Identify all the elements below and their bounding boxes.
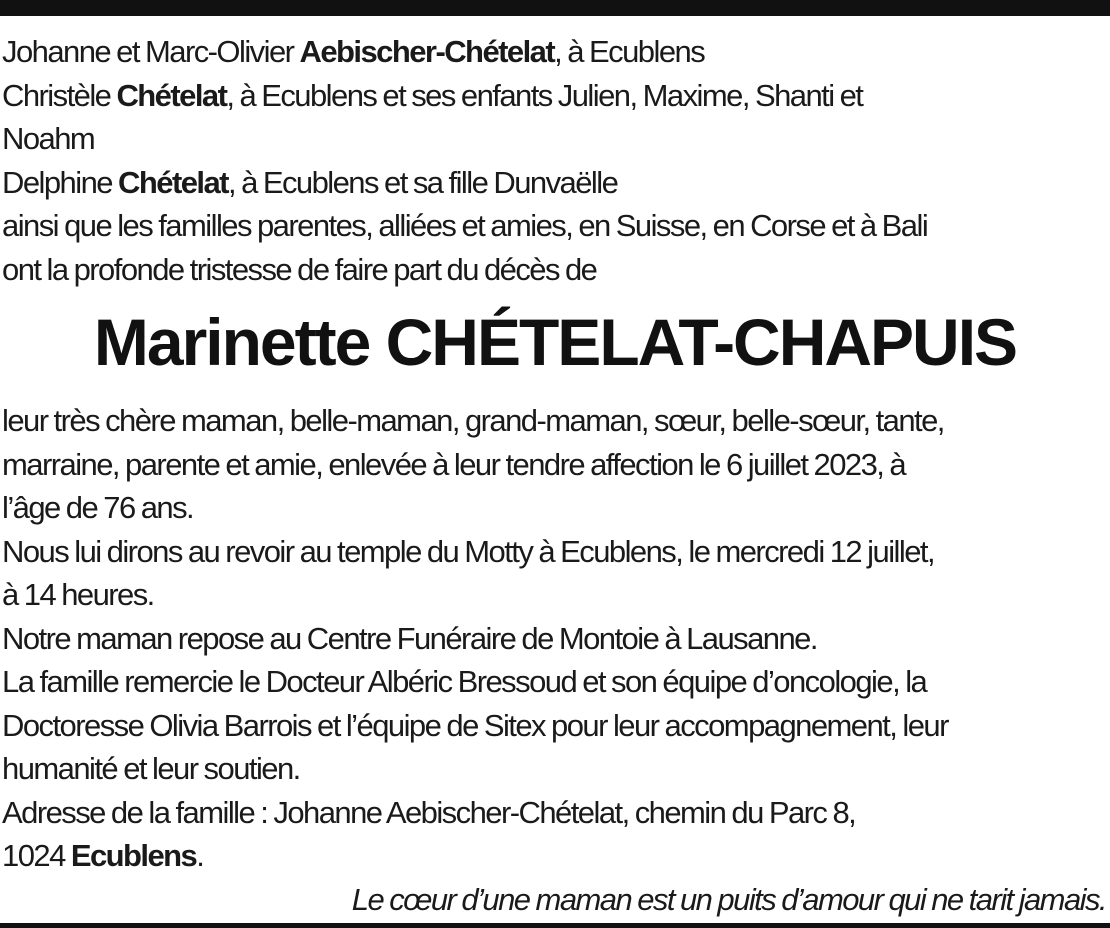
body-line: à 14 heures. [2, 577, 154, 612]
body-line: Notre maman repose au Centre Funéraire de Montoie à Lausanne. [2, 620, 817, 656]
body-line: l’âge de 76 ans. [2, 490, 194, 525]
family-address-line: Adresse de la famille : Johanne Aebischer-Chételat, chemin du Parc 8, [2, 794, 856, 830]
intro-line: ainsi que les familles parentes, alliées et amies, en Suisse, en Corse et à Bali [2, 208, 928, 243]
intro-line: Johanne et Marc-Olivier Aebischer-Chételat, à Ecublens [2, 34, 705, 69]
bottom-rule [0, 923, 1110, 928]
family-address-city: 1024 Ecublens. [2, 838, 204, 873]
obituary-notice [2, 30, 1108, 921]
body-line: La famille remercie le Docteur Albéric Bressoud et son équipe d’oncologie, la [2, 664, 927, 699]
top-rule [0, 0, 1110, 16]
body-line: humanité et leur soutien. [2, 751, 300, 786]
epitaph-quote: Le cœur d’une maman est un puits d’amour qui ne tarit jamais. [351, 881, 1106, 917]
family-announcement [2, 30, 1108, 291]
intro-line: Delphine Chételat, à Ecublens et sa fille Dunvaëlle [2, 164, 618, 200]
intro-line: Christèle Chételat, à Ecublens et ses enfants Julien, Maxime, Shanti et [2, 77, 863, 113]
body-line: Doctoresse Olivia Barrois et l’équipe de Sitex pour leur accompagnement, leur [2, 707, 948, 743]
deceased-name: Marinette CHÉTELAT-CHAPUIS [93, 305, 1017, 379]
intro-line: Noahm [2, 121, 95, 156]
notice-body [2, 399, 1108, 878]
intro-line: ont la profonde tristesse de faire part du décès de [2, 251, 597, 287]
body-line: leur très chère maman, belle-maman, grand-maman, sœur, belle-sœur, tante, [2, 403, 944, 438]
body-line: Nous lui dirons au revoir au temple du Motty à Ecublens, le mercredi 12 juillet, [2, 533, 935, 569]
body-line: marraine, parente et amie, enlevée à leur tendre affection le 6 juillet 2023, à [2, 446, 906, 482]
